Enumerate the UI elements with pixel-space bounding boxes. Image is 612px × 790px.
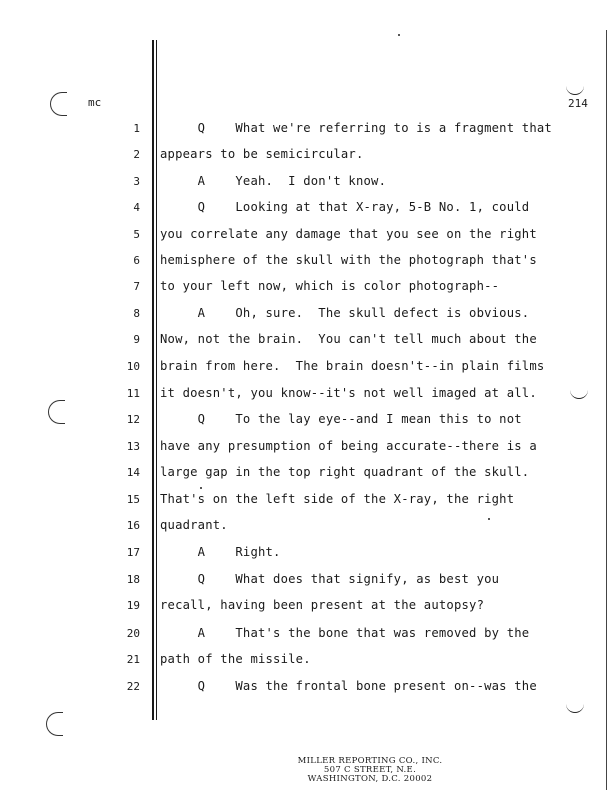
reporter-initials: mc — [88, 96, 102, 109]
line-number: 3 — [133, 175, 140, 188]
transcript-line: Now, not the brain. You can't tell much about the — [160, 332, 537, 346]
right-margin-rule — [606, 30, 607, 790]
line-number: 20 — [126, 627, 140, 640]
line-number: 8 — [133, 307, 140, 320]
line-number: 5 — [133, 228, 140, 241]
line-number: 19 — [126, 599, 140, 612]
binder-hole-mark — [50, 92, 67, 116]
page-number: 214 — [568, 97, 588, 110]
scan-speck — [398, 34, 400, 36]
transcript-line: large gap in the top right quadrant of the skull. — [160, 465, 530, 479]
transcript-line: you correlate any damage that you see on the right — [160, 227, 537, 241]
transcript-line: A Right. — [160, 545, 281, 559]
transcript-line: A Oh, sure. The skull defect is obvious. — [160, 306, 530, 320]
line-number: 10 — [126, 360, 140, 373]
line-number: 11 — [126, 387, 140, 400]
transcript-line: That's on the left side of the X-ray, the right — [160, 492, 515, 506]
line-number: 2 — [133, 148, 140, 161]
line-number: 17 — [126, 546, 140, 559]
line-number: 1 — [133, 122, 140, 135]
left-margin-rule — [152, 40, 154, 720]
line-number: 13 — [126, 440, 140, 453]
scan-mark — [566, 84, 584, 95]
scan-speck — [200, 487, 202, 489]
transcript-line: recall, having been present at the autopsy? — [160, 598, 485, 612]
line-number: 9 — [133, 333, 140, 346]
line-number: 14 — [126, 466, 140, 479]
transcript-line: A Yeah. I don't know. — [160, 174, 387, 188]
transcript-line: Q What we're referring to is a fragment that — [160, 121, 552, 135]
transcript-line: to your left now, which is color photograph-- — [160, 279, 500, 293]
footer-company: MILLER REPORTING CO., INC. — [297, 756, 443, 766]
binder-hole-mark — [48, 400, 65, 424]
transcript-line: Q Was the frontal bone present on--was the — [160, 679, 537, 693]
line-number: 22 — [126, 680, 140, 693]
transcript-line: Q What does that signify, as best you — [160, 572, 500, 586]
transcript-line: brain from here. The brain doesn't--in plain films — [160, 359, 545, 373]
footer-city: WASHINGTON, D.C. 20002 — [307, 774, 433, 784]
line-number: 4 — [133, 201, 140, 214]
line-number: 21 — [126, 653, 140, 666]
scan-speck — [488, 518, 490, 520]
line-number: 16 — [126, 519, 140, 532]
transcript-line: hemisphere of the skull with the photograph that's — [160, 253, 537, 267]
line-number: 15 — [126, 493, 140, 506]
left-margin-rule-inner — [156, 40, 157, 720]
line-number: 6 — [133, 254, 140, 267]
transcript-line: A That's the bone that was removed by the — [160, 626, 530, 640]
transcript-line: it doesn't, you know--it's not well imaged at all. — [160, 386, 537, 400]
line-number: 18 — [126, 573, 140, 586]
line-number: 7 — [133, 280, 140, 293]
line-number: 12 — [126, 413, 140, 426]
transcript-line: quadrant. — [160, 518, 228, 532]
transcript-line: appears to be semicircular. — [160, 147, 364, 161]
scan-mark — [566, 702, 584, 713]
scan-mark — [570, 388, 588, 399]
transcript-line: have any presumption of being accurate--there is a — [160, 439, 537, 453]
transcript-line: Q To the lay eye--and I mean this to not — [160, 412, 522, 426]
transcript-line: path of the missile. — [160, 652, 311, 666]
footer-street: 507 C STREET, N.E. — [323, 765, 417, 775]
binder-hole-mark — [46, 712, 63, 736]
transcript-line: Q Looking at that X-ray, 5-B No. 1, could — [160, 200, 530, 214]
